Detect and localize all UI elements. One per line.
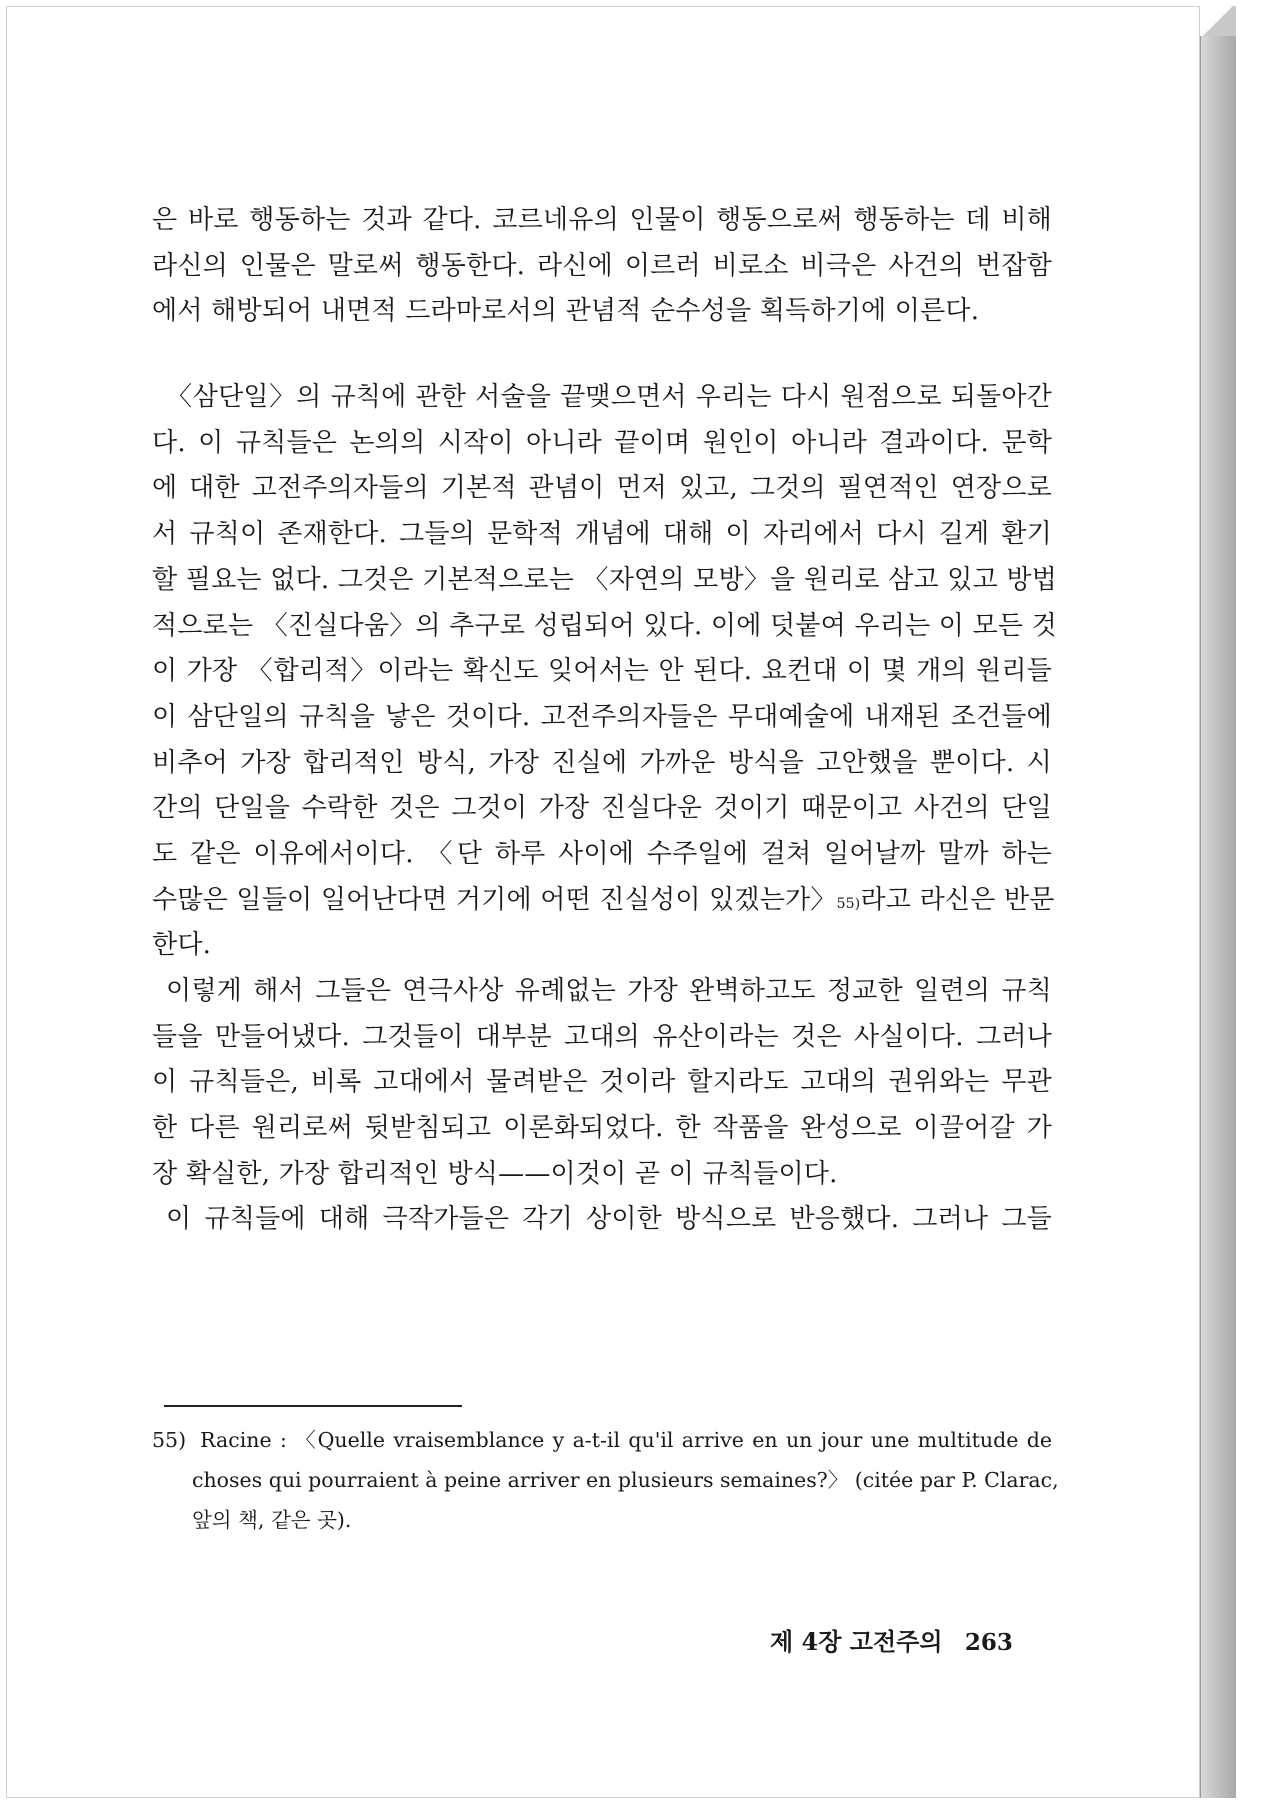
text-line-with-footnote (152, 878, 1055, 924)
text-line: 서 규칙이 존재한다. 그들의 문학적 개념에 대해 이 자리에서 다시 길게 환기 (152, 519, 1052, 550)
page-number: 263 (964, 1629, 1013, 1656)
text-line: 이 가장 〈합리적〉이라는 확신도 잊어서는 안 된다. 요컨대 이 몇 개의 원리들 (152, 656, 1052, 687)
text-line: 다. 이 규칙들은 논의의 시작이 아니라 끝이며 원인이 아니라 결과이다. 문학 (152, 427, 1052, 458)
text-line: 라신의 인물은 말로써 행동한다. 라신에 이르러 비로소 비극은 사건의 번잡함 (152, 250, 1052, 281)
text-line: 할 필요는 없다. 그것은 기본적으로는 〈자연의 모방〉을 원리로 삼고 있고 방법 (152, 564, 1057, 595)
footnote-divider (164, 1405, 462, 1407)
text-line: 에서 해방되어 내면적 드라마로서의 관념적 순수성을 획득하기에 이른다. (152, 296, 980, 327)
footnote-text: Racine : 〈Quelle vraisemblance y a-t-il qu'il arrive en un jour une multitude de (200, 1428, 1052, 1452)
text-line: 은 바로 행동하는 것과 같다. 코르네유의 인물이 행동으로써 행동하는 데 비해 (152, 205, 1052, 235)
text-line: 〈삼단일〉의 규칙에 관한 서술을 끝맺으면서 우리는 다시 원점으로 되돌아간 (166, 382, 1052, 413)
chapter-title: 제 4장 고전주의 (770, 1627, 943, 1656)
text-line: 한 다른 원리로써 뒷받침되고 이론화되었다. 한 작품을 완성으로 이끌어갈 가 (152, 1113, 1052, 1144)
text-line: 한다. (152, 930, 212, 961)
page-corner-fold (1200, 6, 1236, 36)
text-line: 에 대한 고전주의자들의 기본적 관념이 먼저 있고, 그것의 필연적인 연장으로 (152, 473, 1052, 504)
text-tail: 라고 라신은 반문 (860, 884, 1055, 915)
footnote-line: 앞의 책, 같은 곳). (192, 1508, 352, 1532)
footnote-number: 55) (152, 1428, 187, 1452)
text-line: 적으로는 〈진실다움〉의 추구로 성립되어 있다. 이에 덧붙여 우리는 이 모든 것 (152, 610, 1057, 641)
footnote-line (152, 1420, 1052, 1460)
text-line: 간의 단일을 수락한 것은 그것이 가장 진실다운 것이기 때문이고 사건의 단일 (152, 793, 1052, 824)
text-line: 이 규칙들에 대해 극작가들은 각기 상이한 방식으로 반응했다. 그러나 그들 (166, 1204, 1052, 1235)
footnote-marker: 55) (836, 895, 861, 912)
text-line: 비추어 가장 합리적인 방식, 가장 진실에 가까운 방식을 고안했을 뿐이다. 시 (152, 747, 1052, 778)
footnote-block (152, 1420, 1059, 1540)
text-line: 도 같은 이유에서이다. 〈단 하루 사이에 수주일에 걸쳐 일어날까 말까 하는 (152, 838, 1052, 869)
text-line: 들을 만들어냈다. 그것들이 대부분 고대의 유산이라는 것은 사실이다. 그러나 (152, 1021, 1052, 1052)
running-footer (770, 1622, 1030, 1657)
quoted-text: 수많은 일들이 일어난다면 거기에 어떤 진실성이 있겠는가〉 (152, 884, 837, 915)
footnote-reference (837, 878, 1055, 924)
footnote-line: choses qui pourraient à peine arriver en plusieurs semaines?〉 (citée par P. Clarac, (192, 1468, 1059, 1492)
text-line: 이렇게 해서 그들은 연극사상 유례없는 가장 완벽하고도 정교한 일련의 규칙 (166, 976, 1052, 1006)
text-line: 이 규칙들은, 비록 고대에서 물려받은 것이라 할지라도 고대의 권위와는 무관 (152, 1067, 1052, 1098)
page-edge-shadow (1200, 6, 1236, 1798)
text-line: 장 확실한, 가장 합리적인 방식——이것이 곧 이 규칙들이다. (152, 1158, 838, 1189)
text-line: 이 삼단일의 규칙을 낳은 것이다. 고전주의자들은 무대예술에 내재된 조건들에 (152, 701, 1052, 732)
main-text (152, 198, 1057, 1243)
paragraph-gap (152, 335, 1052, 375)
